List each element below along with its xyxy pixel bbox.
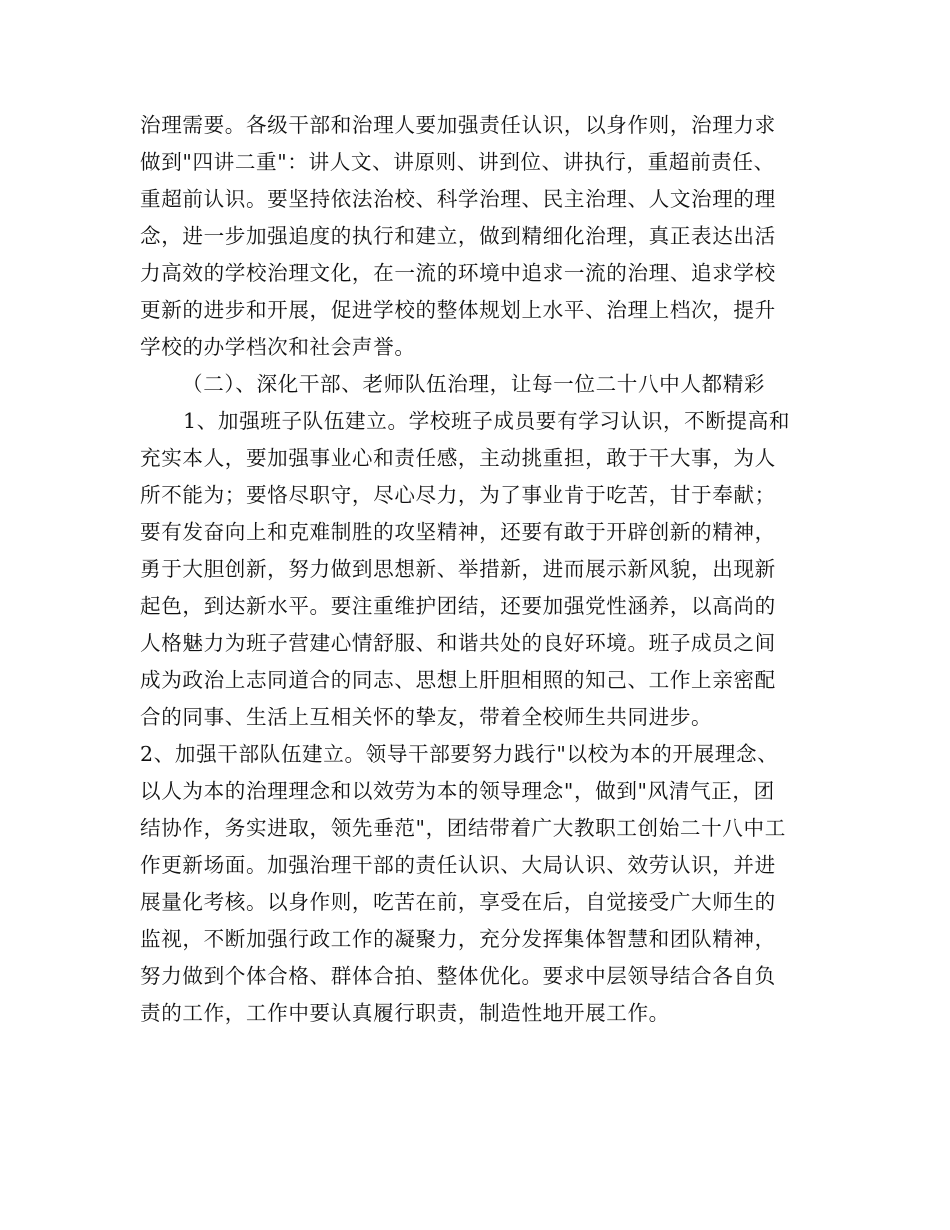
- paragraph-line: 所不能为；要恪尽职守，尽心尽力，为了事业肯于吃苦，甘于奉献；: [140, 483, 776, 507]
- paragraph-line: 责的工作，工作中要认真履行职责，制造性地开展工作。: [140, 1001, 670, 1025]
- paragraph-line: 展量化考核。以身作则，吃苦在前，享受在后，自觉接受广大师生的: [140, 890, 776, 914]
- paragraph-line: 人格魅力为班子营建心情舒服、和谐共处的良好环境。班子成员之间: [140, 631, 776, 655]
- paragraph-line: 做到"四讲二重"：讲人文、讲原则、讲到位、讲执行，重超前责任、: [140, 150, 775, 174]
- paragraph-line: 以人为本的治理理念和以效劳为本的领导理念"，做到"风清气正，团: [140, 779, 775, 803]
- paragraph-line: 结协作，务实进取，领先垂范"，团结带着广大教职工创始二十八中工: [140, 816, 786, 840]
- document-body: [140, 107, 820, 1032]
- paragraph-line: 2、加强干部队伍建立。领导干部要努力践行"以校为本的开展理念、: [140, 742, 779, 766]
- paragraph-line: 要有发奋向上和克难制胜的攻坚精神，还要有敢于开辟创新的精神，: [140, 520, 776, 544]
- paragraph-line: 起色，到达新水平。要注重维护团结，还要加强党性涵养，以高尚的: [140, 594, 776, 618]
- paragraph-line: 合的同事、生活上互相关怀的挚友，带着全校师生共同进步。: [140, 705, 713, 729]
- paragraph-line: 念，进一步加强追度的执行和建立，做到精细化治理，真正表达出活: [140, 224, 776, 248]
- section-heading: （二）、深化干部、老师队伍治理，让每一位二十八中人都精彩: [182, 372, 766, 396]
- paragraph-line: 勇于大胆创新，努力做到思想新、举措新，进而展示新风貌，出现新: [140, 557, 776, 581]
- paragraph-line: 力高效的学校治理文化，在一流的环境中追求一流的治理、追求学校: [140, 261, 776, 285]
- paragraph-line: 努力做到个体合格、群体合拍、整体优化。要求中层领导结合各自负: [140, 964, 776, 988]
- paragraph-line: 治理需要。各级干部和治理人要加强责任认识，以身作则，治理力求: [140, 113, 776, 137]
- paragraph-line: 充实本人，要加强事业心和责任感，主动挑重担，敢于干大事，为人: [140, 446, 776, 470]
- paragraph-line: 成为政治上志同道合的同志、思想上肝胆相照的知己、工作上亲密配: [140, 668, 776, 692]
- paragraph-line: 重超前认识。要坚持依法治校、科学治理、民主治理、人文治理的理: [140, 187, 776, 211]
- paragraph-line: 1、加强班子队伍建立。学校班子成员要有学习认识，不断提高和: [183, 409, 791, 433]
- paragraph-line: 作更新场面。加强治理干部的责任认识、大局认识、效劳认识，并进: [140, 853, 776, 877]
- paragraph-line: 更新的进步和开展，促进学校的整体规划上水平、治理上档次，提升: [140, 298, 776, 322]
- paragraph-line: 学校的办学档次和社会声誉。: [140, 335, 416, 359]
- paragraph-line: 监视，不断加强行政工作的凝聚力，充分发挥集体智慧和团队精神，: [140, 927, 776, 951]
